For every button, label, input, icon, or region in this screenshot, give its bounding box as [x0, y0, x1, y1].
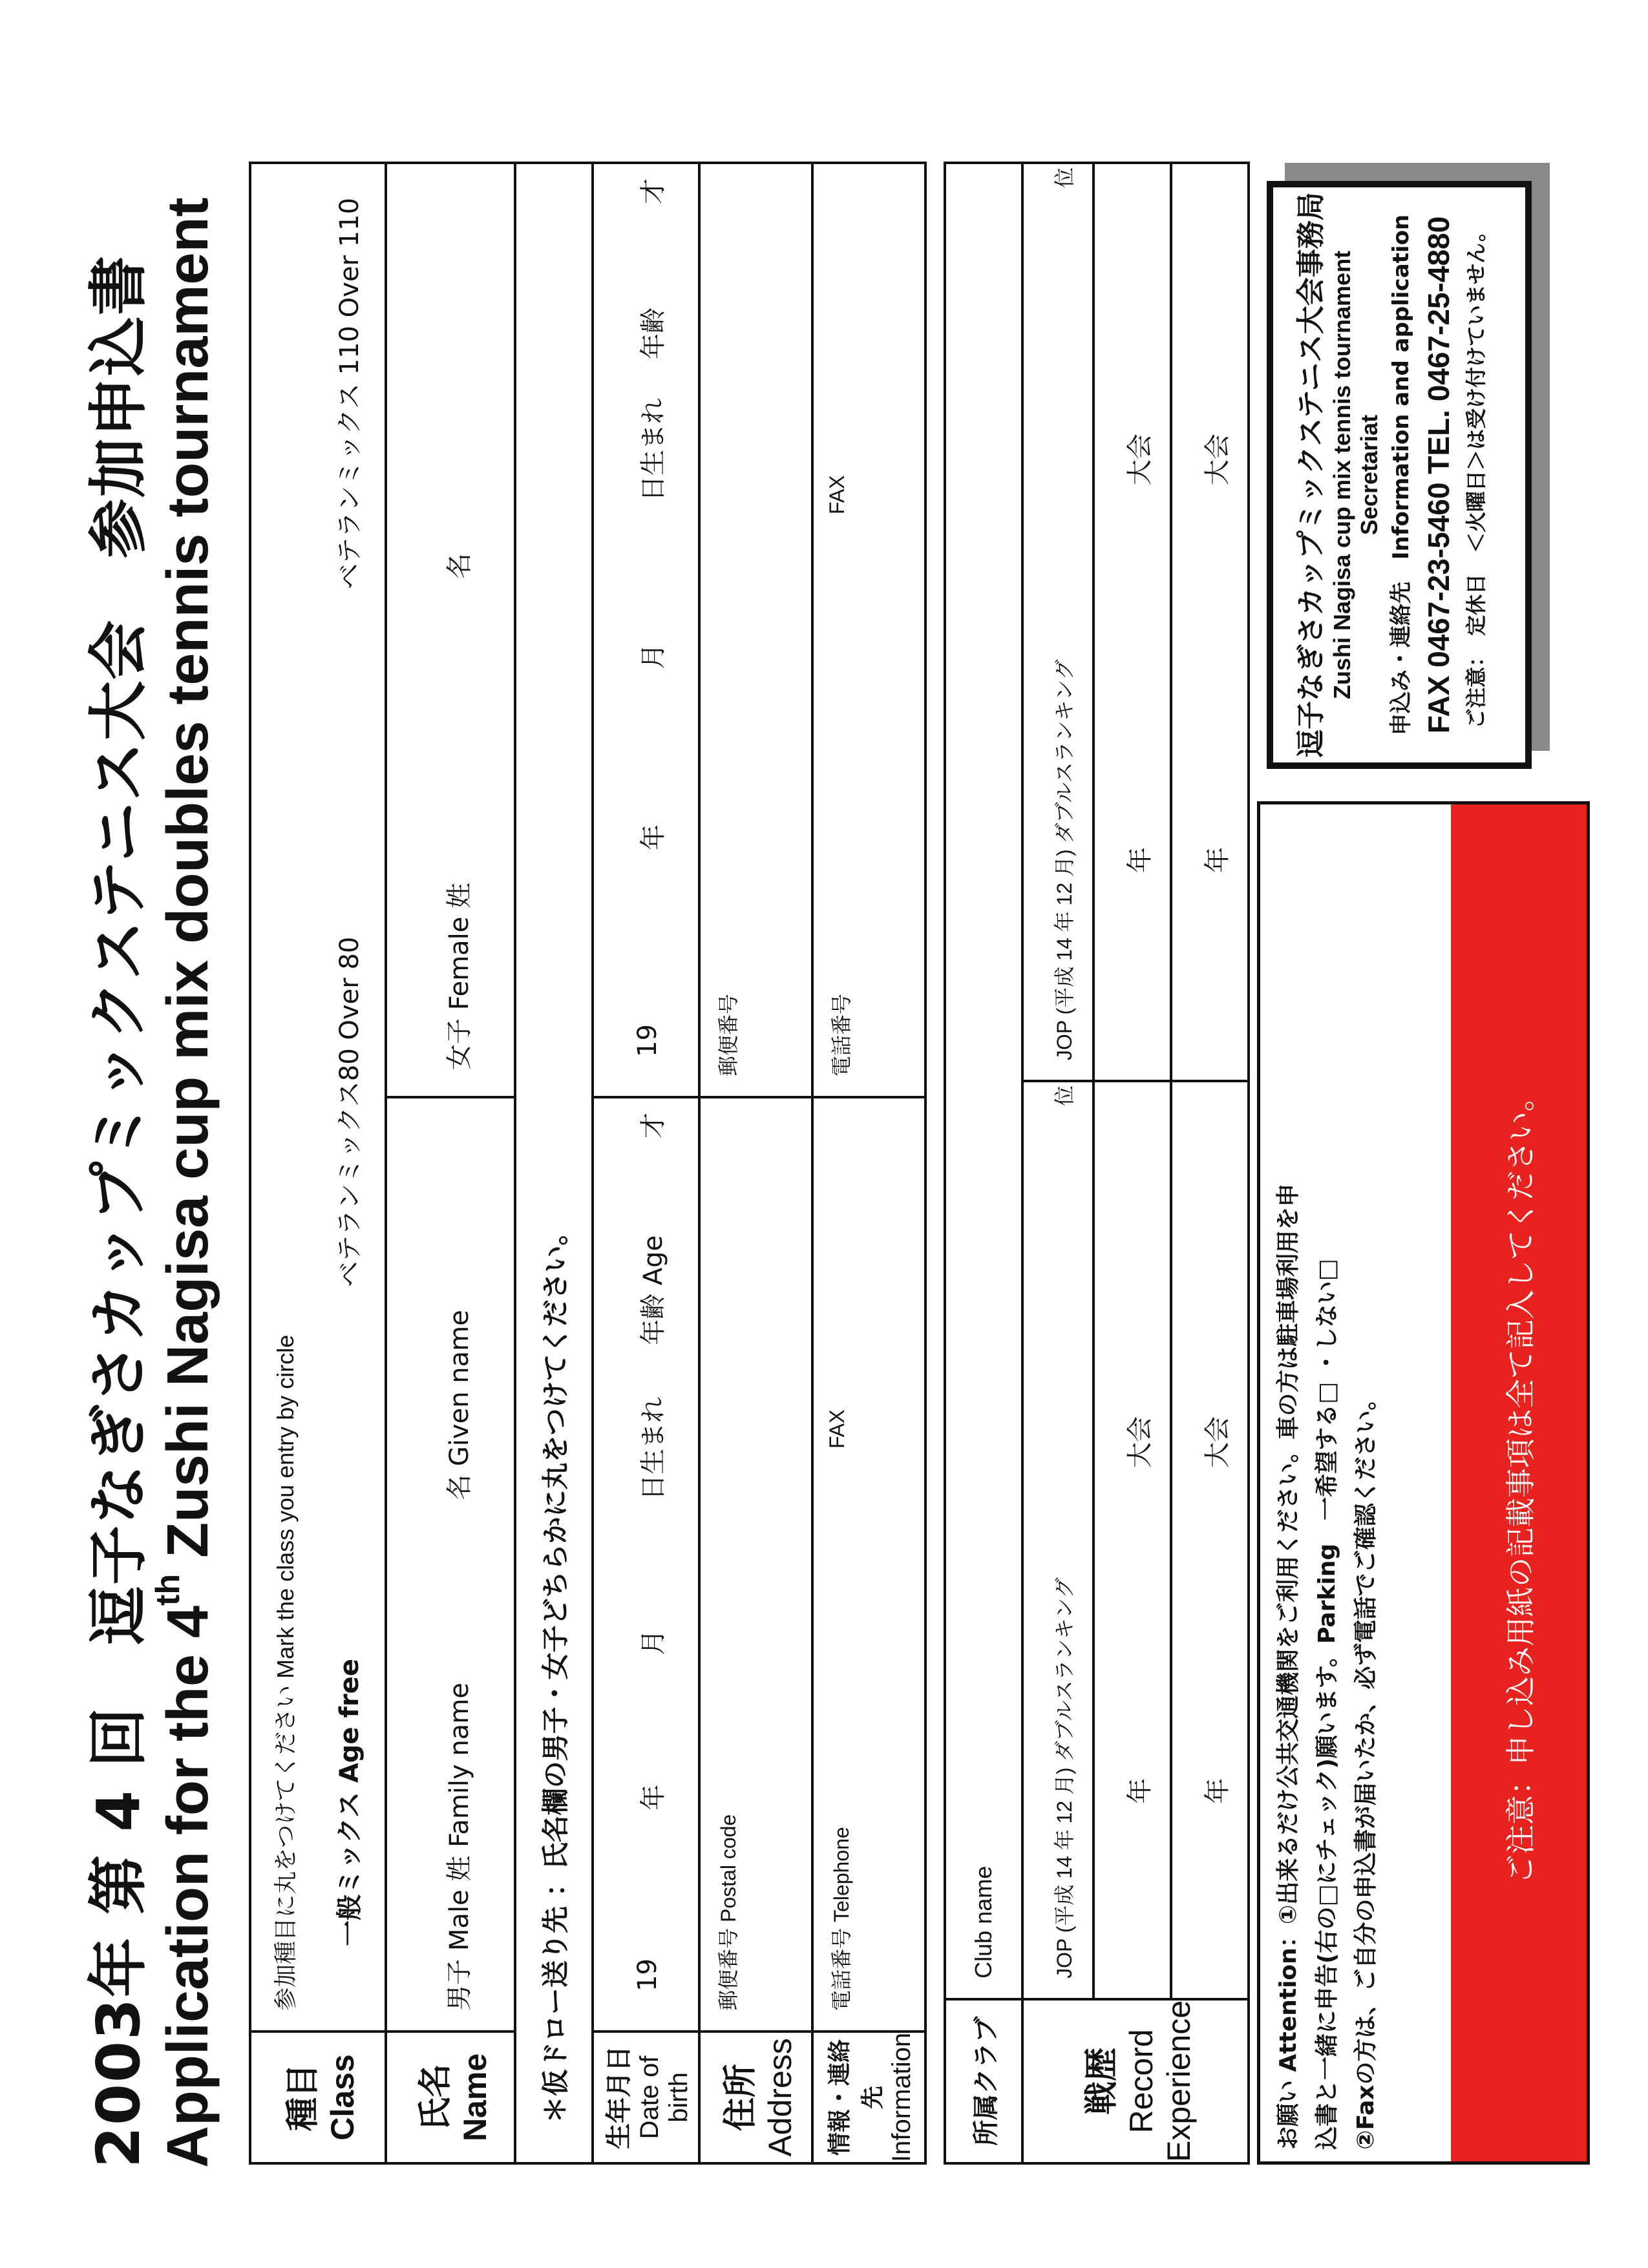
male-birth-field[interactable]	[593, 1097, 699, 2032]
female-birth-year-unit: 年	[639, 824, 668, 850]
attention-line-3: ②Faxの方は、ご自分の申込書が届いたか、必ず電話でご確認ください。	[1353, 1387, 1379, 2150]
male-contact-field[interactable]	[812, 1097, 925, 2032]
secretariat-phone-fax: FAX 0467-23-5460 TEL. 0467-25-4880	[1422, 216, 1455, 734]
female-age-label: 年齢	[639, 307, 668, 359]
male-jop-ranking-field[interactable]	[1022, 1081, 1093, 1999]
female-birth-day-unit: 日生まれ	[639, 397, 668, 501]
male-birth-year-unit: 年	[639, 1784, 668, 1811]
male-fax-label: FAX	[825, 1409, 849, 1449]
male-record-1-field[interactable]	[1093, 1081, 1171, 1999]
secretariat-name-jp: 逗子なぎさカップミックステニス大会事務局	[1294, 192, 1327, 758]
female-address-field[interactable]	[699, 163, 812, 1097]
male-record-1-tournament-unit: 大会	[1125, 1416, 1155, 1468]
male-name-field[interactable]	[386, 1097, 515, 2032]
female-jop-label: JOP (平成 14 年 12 月) ダブルスランキング	[1053, 659, 1076, 1060]
club-record-table	[944, 162, 1250, 2165]
male-age-unit: 才	[639, 1112, 668, 1139]
male-birth-century: 19	[633, 1958, 662, 1991]
male-birth-month-unit: 月	[639, 1629, 668, 1655]
attention-line-1: お願い Attention：①出来るだけ公共交通機関をご利用ください。車の方は駐車場利用を申	[1275, 1183, 1302, 2150]
attention-box	[1257, 801, 1590, 2165]
male-record-1-year-unit: 年	[1125, 1778, 1155, 1804]
male-postal-label: 郵便番号 Postal code	[717, 1814, 740, 2011]
female-record-1-tournament-unit: 大会	[1125, 433, 1155, 485]
draw-note: ＊仮ドロー送り先 ：氏名欄の男子・女子どちらかに丸をつけてください。	[515, 163, 593, 2163]
male-telephone-label: 電話番号 Telephone	[830, 1827, 853, 2011]
male-age-label: 年齢 Age	[639, 1235, 668, 1345]
title-japanese: 2003年 第 4 回 逗子なぎさカップミックステニス大会 参加申込書	[84, 255, 153, 2168]
female-birth-century: 19	[633, 1024, 662, 1057]
record-row-2	[1093, 163, 1171, 2163]
secretariat-contact-heading: 申込み・連絡先 Information and application	[1388, 214, 1414, 736]
female-telephone-label: 電話番号	[830, 993, 853, 1076]
entry-table	[249, 162, 927, 2165]
club-name-field[interactable]: Club name	[945, 163, 1022, 1999]
female-record-2-year-unit: 年	[1203, 846, 1232, 873]
name-label: 氏名 Name	[386, 2032, 515, 2163]
female-record-1-year-unit: 年	[1125, 846, 1155, 873]
class-row	[250, 163, 386, 2163]
female-given-name-label: 名	[445, 552, 474, 579]
male-jop-label: JOP (平成 14 年 12 月) ダブルスランキング	[1053, 1577, 1076, 1979]
female-record-1-field[interactable]	[1093, 163, 1171, 1081]
female-fax-label: FAX	[825, 475, 849, 514]
record-row-1	[1022, 163, 1093, 2163]
female-postal-label: 郵便番号	[717, 993, 740, 1076]
male-address-field[interactable]	[699, 1097, 812, 2032]
female-age-unit: 才	[639, 178, 668, 204]
female-contact-field[interactable]	[812, 163, 925, 1097]
attention-line-2: 込書と一緒に申告(右の□にチェック)願います。Parking 一希望する□ ・しない□	[1314, 1259, 1340, 2150]
title-english-part1: Application for the 4	[156, 1605, 220, 2168]
class-option-age-free[interactable]: 一般ミックス Age free	[335, 1659, 364, 1946]
club-label: 所属クラブ	[945, 1999, 1022, 2163]
draw-note-row	[515, 163, 593, 2163]
female-jop-rank-unit: 位	[1053, 167, 1076, 188]
female-record-2-tournament-unit: 大会	[1203, 433, 1232, 485]
record-row-3	[1171, 163, 1249, 2163]
female-name-field[interactable]	[386, 163, 515, 1097]
address-label: 住所 Address	[699, 2032, 812, 2163]
female-record-2-field[interactable]	[1171, 163, 1249, 1081]
club-row	[945, 163, 1022, 2163]
male-jop-rank-unit: 位	[1053, 1085, 1076, 1106]
information-row	[812, 163, 925, 2163]
attention-warning-banner: ご注意：申し込み用紙の記載事項は全て記入してください。	[1451, 804, 1587, 2161]
address-row	[699, 163, 812, 2163]
female-family-name-label: 女子 Female 姓	[445, 882, 474, 1070]
male-record-2-year-unit: 年	[1203, 1778, 1232, 1804]
title-english-part2: Zushi Nagisa cup mix doubles tennis tournament	[156, 197, 220, 1574]
secretariat-closed-day-note: ご注意： 定休日 ＜火曜日＞は受け付けていません。	[1464, 221, 1488, 729]
class-options[interactable]	[250, 163, 386, 2032]
male-family-name-label: 男子 Male 姓 Family name	[445, 1683, 474, 2011]
secretariat-name-en: Zushi Nagisa cup mix tennis tournament Secretariat	[1329, 250, 1382, 700]
female-birth-month-unit: 月	[639, 643, 668, 669]
class-instruction: 参加種目に丸をつけてください Mark the class you entry by circle	[272, 1334, 299, 2011]
female-jop-ranking-field[interactable]	[1022, 163, 1093, 1081]
information-label: 情報・連絡先 Information	[812, 2032, 925, 2163]
class-option-over-110[interactable]: ベテランミックス 110 Over 110	[335, 198, 364, 589]
class-option-over-80[interactable]: ベテランミックス80 Over 80	[335, 936, 364, 1287]
birth-row	[593, 163, 699, 2163]
birth-label: 生年月日 Date of birth	[593, 2032, 699, 2163]
female-birth-field[interactable]	[593, 163, 699, 1097]
male-record-2-field[interactable]	[1171, 1081, 1249, 1999]
name-row	[386, 163, 515, 2163]
record-label: 戦歴 Record Experience	[1022, 1999, 1249, 2163]
class-label: 種目 Class	[250, 2032, 386, 2163]
secretariat-box	[1267, 181, 1532, 769]
male-given-name-label: 名 Given name	[445, 1310, 474, 1500]
attention-text	[1260, 804, 1386, 2161]
male-birth-day-unit: 日生まれ	[639, 1396, 668, 1500]
title-english-ordinal: th	[149, 1573, 187, 1606]
male-record-2-tournament-unit: 大会	[1203, 1416, 1232, 1468]
title-english	[149, 197, 222, 2168]
